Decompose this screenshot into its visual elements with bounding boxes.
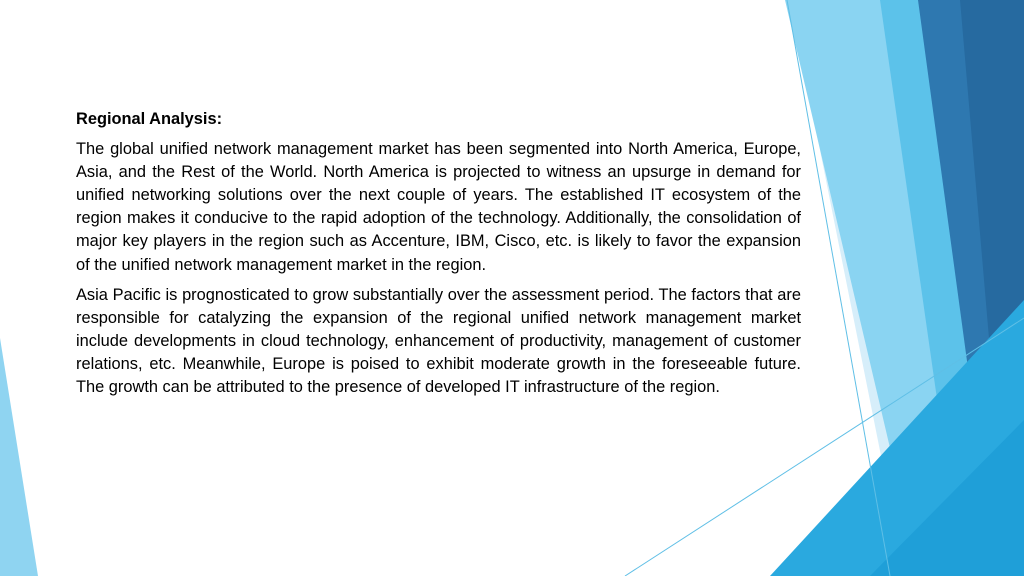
paragraph-asia-pacific: Asia Pacific is prognosticated to grow substantially over the assessment period. The factors that are responsible for catalyzing the expansion of the regional unified network management market include developments in cloud technology, enhancement of productivity, management of customer relations, etc. Meanwhile, Europe is poised to exhibit moderate growth in the foreseeable future. The growth can be attributed to the presence of developed IT infrastructure of the region. xyxy=(76,285,801,397)
paragraph-north-america: The global unified network management market has been segmented into North America, Europe, Asia, and the Rest of the World. North America is projected to witness an upsurge in demand for unified networking solutions over the next couple of years. The established IT ecosystem of the region makes it conducive to the rapid adoption of the technology. Additionally, the consolidation of major key players in the region such as Accenture, IBM, Cisco, etc. is likely to favor the expansion of the unified network management market in the region. xyxy=(76,140,801,274)
content-area xyxy=(76,108,801,406)
left-edge-shape xyxy=(0,338,38,576)
section-heading: Regional Analysis: xyxy=(76,110,223,128)
